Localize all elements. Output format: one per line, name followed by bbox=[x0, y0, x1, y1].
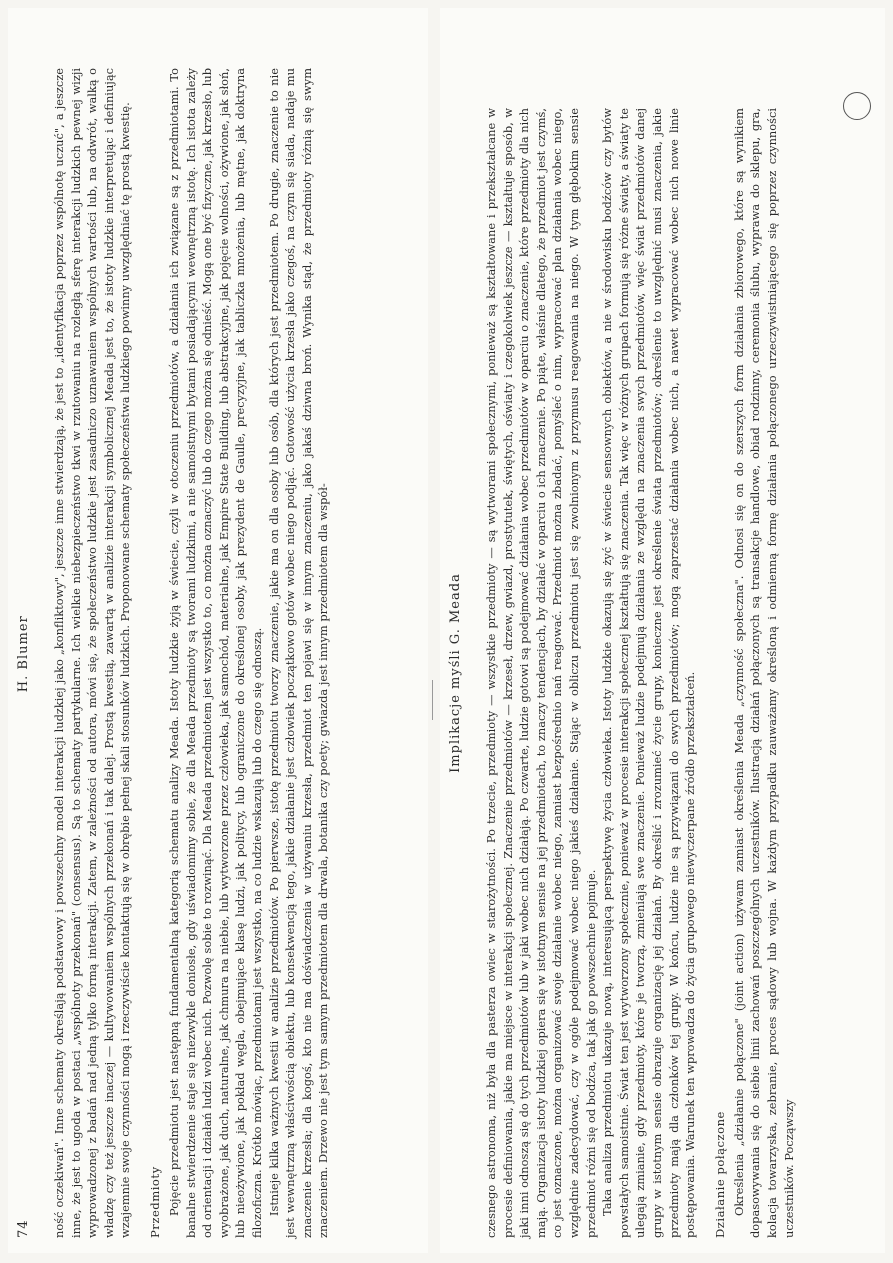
paragraph: Pojęcie przedmiotu jest następną fundamentalną kategorią schematu analizy Meada. Istoty ludzkie żyją w świecie, czyli w otoczeniu przedmiotów, a działania ich związane są z przedmiotami. To banalne stwierdzenie staje się niezwykle doniosłe, gdy uświadomimy sobie, że dla Meada przedmioty są tworami ludzkimi, a nie samoistnymi bytami posiadającymi wewnętrzną istotę. Ich istota zależy od orientacji i działań ludzi wobec nich. Pozwolę sobie to rozwinąć. Dla Meada przedmiotem jest wszystko to, co można oznaczyć lub do czego można się odnieść. Mogą one być fizyczne, jak krzesło, lub wyobrażone, jak duch, naturalne, jak chmura na niebie, lub wytworzone przez człowieka, jak samochód, materialne, jak Empire State Building, lub abstrakcyjne, jak pojęcie wolności, ożywione, jak słoń, lub nieożywione, jak pokład węgla, obejmujące klasę ludzi, jak politycy, lub ograniczone do określonej osoby, jak prezydent de Gaulle, precyzyjne, jak tabliczka mnożenia, lub mętne, jak doktryna filozoficzna. Krótko mówiąc, przedmiotami jest wszystko, na co ludzie wskazują lub do czego się odnoszą. bbox=[166, 68, 264, 1238]
right-running-header bbox=[448, 108, 483, 1238]
paragraph: Określenia „działanie połączone" (joint action) używam zamiast określenia Meada „czynność społeczna". Odnosi się on do szerszych form działania zbiorowego, które są wynikiem dopasowywania się do siebie linii zachowań poszczególnych uczestników. Ilustracją działań połączonych są transakcje handlowe, obiad rodzinny, ceremonia ślubu, wyprawa do sklepu, gra, kolacja towarzyska, zebranie, proces sądowy lub wojna. W każdym przypadku zauważamy określoną i odmienną formę działania połączonego urzeczywistniającego się poprzez czynności uczestników. Począwszy bbox=[731, 108, 796, 1238]
section-heading-przedmioty: Przedmioty bbox=[147, 1166, 162, 1238]
running-head-author: H. Blumer bbox=[16, 615, 31, 693]
gutter-divider bbox=[432, 680, 433, 720]
section-heading-dzialanie-polaczone: Działanie połączone bbox=[712, 1111, 727, 1238]
paragraph: ność oczekiwań". Inne schematy określają podstawowy i powszechny model interakcji ludzkiej jako „konfliktowy", jeszcze inne stwierdzają, że jest to „identyfikacja poprzez wspólnotę uczuć", a jeszcze inne, że jest to ugoda w postaci „wspólnoty przekonań" (consensus). Są to schematy partykularne. Ich wielkie niebezpieczeństwo tkwi w rzutowaniu na rozległą sferę interakcji ludzkich pewnej wizji wyprowadzonej z badań nad jedną tylko formą interakcji. Zatem, w zależności od autora, mówi się, że społeczeństwo ludzkie jest zasadniczo uznawaniem wspólnych wartości lub, na odwrót, walką o władzę czy też jeszcze inaczej — kultywowaniem wspólnych przekonań i tak dalej. Prostą kwestią, zawartą w analizie interakcji symbolicznej Meada jest to, że istoty ludzkie interpretując i definiując wzajemnie swoje czynności mogą i rzeczywiście kontaktują się w obrębie pełnej skali stosunków ludzkich. Proponowane schematy społeczeństwa ludzkiego powinny uwzględniać tę prostą kwestię. bbox=[52, 68, 133, 1238]
right-page bbox=[440, 8, 885, 1253]
running-head-title: Implikacje myśli G. Meada bbox=[448, 573, 463, 773]
paragraph: Taka analiza przedmiotu ukazuje nową, interesującą perspektywę życia człowieka. Istoty ludzkie okazują się żyć w świecie sensownych obiektów, a nie w środowisku bodźców czy bytów powstałych samoistnie. Świat ten jest wytworzony społecznie, ponieważ w procesie interakcji społecznej kształtują się znaczenia. Tak więc w różnych grupach formują się różne światy, a światy te ulegają zmianie, gdy przedmioty, które je tworzą, zmieniają swe znaczenie. Ponieważ ludzie podejmują działania ze względu na znaczenia swych przedmiotów, więc świat przedmiotów danej grupy w istotnym sensie obrazuje organizację jej działań. By określić i zrozumieć życie grupy, konieczne jest określenie świata przedmiotów; określenie to uwzględnić musi znaczenia, jakie przedmioty mają dla członków tej grupy. W końcu, ludzie nie są przywiązani do swych przedmiotów; mogą zaprzestać działania wobec nich, a nawet wypracować wobec nich nowe linie postępowania. Warunek ten wprowadza do życia grupowego niewyczerpane źródło przekształceń. bbox=[600, 108, 698, 1238]
left-text-block bbox=[16, 68, 421, 1238]
page-number: 74 bbox=[16, 1219, 31, 1238]
left-running-header bbox=[16, 68, 51, 1238]
paragraph: Istnieje kilka ważnych kwestii w analizie przedmiotów. Po pierwsze, istotę przedmiotu tworzy znaczenie, jakie ma on dla osoby lub osób, dla których jest przedmiotem. Po drugie, znaczenie to nie jest wewnętrzną właściwością obiektu, lub konsekwencją tego, jakie działanie jest człowiek początkowo gotów wobec niego podjąć. Gotowość użycia krzesła jako czegoś, na czym się siada, nadaje mu znaczenie krzesła; dla kogoś, kto nie ma doświadczenia w używaniu krzesła, przedmiot ten pojawi się w innym znaczeniu, jako jakaś dziwna broń. Wynika stąd, że przedmioty różnią się swym znaczeniem. Drzewo nie jest tym samym przedmiotem dla drwala, botanika czy poety; gwiazda jest innym przedmiotem dla współ- bbox=[266, 68, 331, 1238]
left-page bbox=[8, 8, 428, 1253]
paragraph: czesnego astronoma, niż była dla pasterza owiec w starożytności. Po trzecie, przedmioty — wszystkie przedmioty — są wytworami społecznymi, ponieważ są kształtowane i przekształcane w procesie definiowania, jakie ma miejsce w interakcji społecznej. Znaczenie przedmiotów — krzeseł, drzew, gwiazd, prostytutek, świętych, oświaty i czegokolwiek jeszcze — kształtuje sposób, w jaki inni odnoszą się do tych przedmiotów lub w jaki wobec nich działają. Po czwarte, ludzie gotowi są podejmować działania wobec przedmiotów w oparciu o znaczenie, które przedmioty dla nich mają. Organizacja istoty ludzkiej opiera się w istotnym sensie na jej przedmiotach, to znaczy tendencjach, by działać w oparciu o ich znaczenie. Po piąte, właśnie dlatego, że przedmiot jest czymś, co jest oznaczone, można organizować swoje działanie wobec niego, zamiast bezpośrednio nań reagować. Przedmiot można zbadać, pomyśleć o nim, wypracować plan działania wobec niego, względnie zadecydować, czy w ogóle podejmować wobec niego jakieś działanie. Stając w obliczu przedmiotu jest się zwolnionym z przymusu reagowania na niego. W tym głębokim sensie przedmiot różni się od bodźca, tak jak go powszechnie pojmuje. bbox=[484, 108, 598, 1238]
right-text-block bbox=[448, 108, 878, 1238]
